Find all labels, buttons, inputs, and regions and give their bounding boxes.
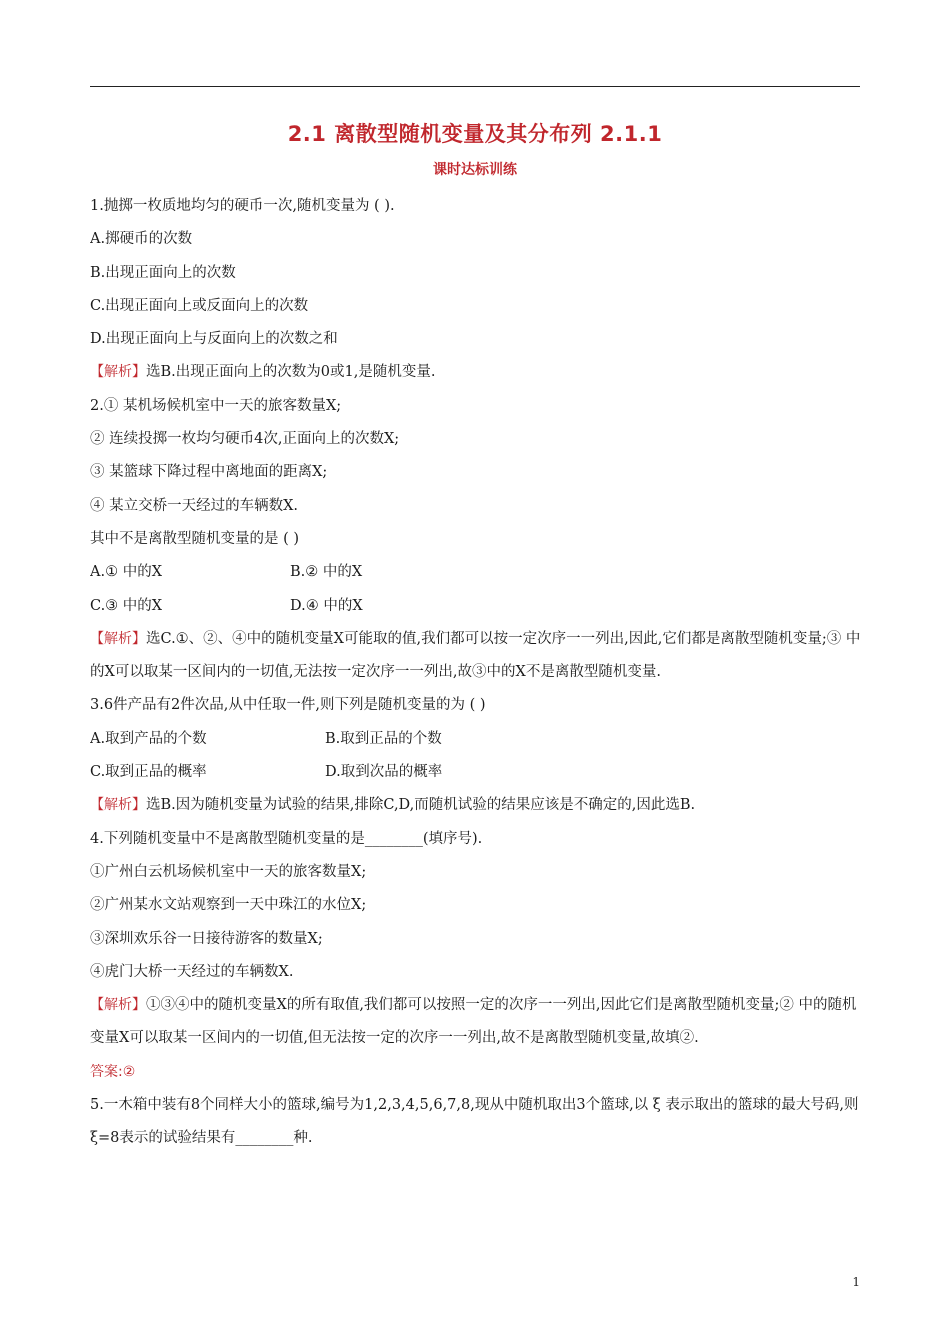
q4-item-1: ①广州白云机场候机室中一天的旅客数量X;: [90, 863, 367, 880]
q1-analysis-text: 选B.出现正面向上的次数为0或1,是随机变量.: [146, 364, 436, 381]
q4-answer: [90, 1056, 862, 1089]
q1-analysis: [90, 356, 862, 389]
q1-option-a: A.掷硬币的次数: [90, 231, 193, 248]
analysis-tag: 【解析】: [90, 630, 146, 647]
q4-item-3: ③深圳欢乐谷一日接待游客的数量X;: [90, 930, 323, 947]
q3-option-a: A.取到产品的个数: [90, 730, 207, 747]
q1-option-d: D.出现正面向上与反面向上的次数之和: [90, 331, 338, 348]
page-number: 1: [852, 1275, 860, 1289]
q3-options-row-1: [90, 723, 862, 756]
q4-item-4: ④虎门大桥一天经过的车辆数X.: [90, 963, 294, 980]
q3-stem: 3.6件产品有2件次品,从中任取一件,则下列是随机变量的为 ( ): [90, 697, 486, 714]
q2-option-b: B.② 中的X: [290, 564, 363, 581]
header-rule: [90, 86, 860, 87]
analysis-tag: 【解析】: [90, 997, 146, 1014]
q1-option-b: B.出现正面向上的次数: [90, 264, 236, 281]
q5-stem: 5.一木箱中装有8个同样大小的篮球,编号为1,2,3,4,5,6,7,8,现从中随机取出3个篮球,以 ξ 表示取出的篮球的最大号码,则 ξ=8表示的试验结果有________种.: [90, 1097, 859, 1147]
q2-stem: 其中不是离散型随机变量的是 ( ): [90, 530, 300, 547]
document-body: [90, 190, 862, 1156]
q3-analysis: [90, 789, 862, 822]
q2-analysis-text: 选C.①、②、④中的随机变量X可能取的值,我们都可以按一定次序一一列出,因此,它们都是离散型随机变量;③ 中的X可以取某一区间内的一切值,无法按一定次序一一列出,故③中的X不是离散型随机变量.: [90, 630, 861, 681]
q4-analysis: [90, 989, 862, 1056]
q2-option-d: D.④ 中的X: [290, 597, 363, 614]
analysis-tag: 【解析】: [90, 797, 146, 814]
q3-analysis-text: 选B.因为随机变量为试验的结果,排除C,D,而随机试验的结果应该是不确定的,因此选B.: [146, 797, 696, 814]
q2-item-3: ③ 某篮球下降过程中离地面的距离X;: [90, 464, 328, 481]
page-title: 2.1 离散型随机变量及其分布列 2.1.1: [287, 122, 663, 146]
q2-options-row-1: [90, 556, 862, 589]
q3-option-c: C.取到正品的概率: [90, 764, 207, 781]
q1-option-c: C.出现正面向上或反面向上的次数: [90, 297, 309, 314]
q3-option-b: B.取到正品的个数: [325, 730, 442, 747]
page-subtitle: 课时达标训练: [433, 162, 517, 178]
q1-stem: 1.抛掷一枚质地均匀的硬币一次,随机变量为 ( ).: [90, 198, 395, 214]
q3-options-row-2: [90, 756, 862, 789]
q2-option-a: A.① 中的X: [90, 564, 163, 581]
q4-stem: 4.下列随机变量中不是离散型随机变量的是________(填序号).: [90, 830, 483, 847]
q2-item-1: 2.① 某机场候机室中一天的旅客数量X;: [90, 397, 342, 414]
q2-analysis: [90, 623, 862, 690]
analysis-tag: 【解析】: [90, 364, 146, 381]
q4-analysis-text: ①③④中的随机变量X的所有取值,我们都可以按照一定的次序一一列出,因此它们是离散型随机变量;② 中的随机变量X可以取某一区间内的一切值,但无法按一定的次序一一列出,故不是离散型随机变量,故填②.: [90, 997, 857, 1047]
q3-option-d: D.取到次品的概率: [325, 764, 443, 781]
q2-option-c: C.③ 中的X: [90, 597, 163, 614]
q2-options-row-2: [90, 590, 862, 623]
q4-answer-text: 答案:②: [90, 1063, 136, 1080]
q2-item-4: ④ 某立交桥一天经过的车辆数X.: [90, 497, 299, 514]
q2-item-2: ② 连续投掷一枚均匀硬币4次,正面向上的次数X;: [90, 431, 400, 448]
q4-item-2: ②广州某水文站观察到一天中珠江的水位X;: [90, 897, 367, 914]
